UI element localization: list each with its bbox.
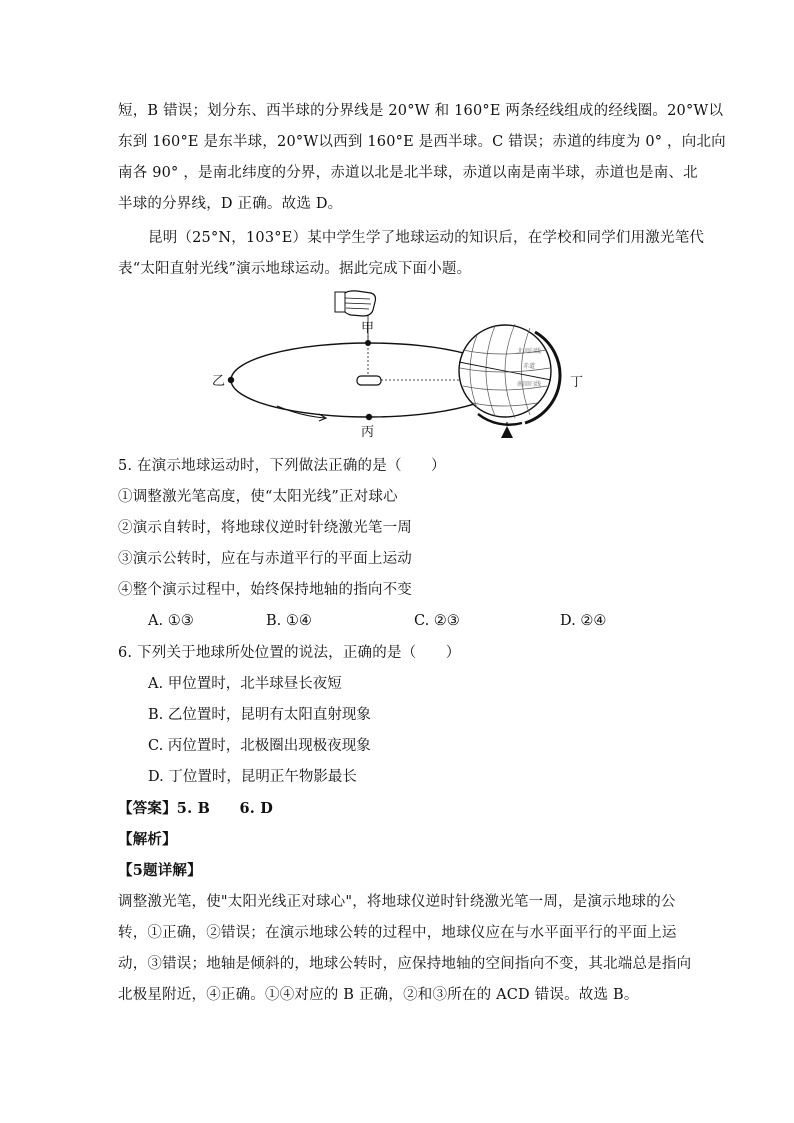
svg-text:北回归线: 北回归线	[517, 348, 542, 355]
q5-statement-3: ③演示公转时，应在与赤道平行的平面上运动	[118, 551, 412, 567]
q6-option-a: A. 甲位置时，北半球昼长夜短	[148, 676, 342, 692]
detail-line-3: 动，③错误；地轴是倾斜的，地球公转时，应保持地轴的空间指向不变，其北端总是指向	[118, 956, 692, 972]
q5-option-c: C. ②③	[414, 613, 460, 629]
context-line-2: 表“太阳直射光线”演示地球运动。据此完成下面小题。	[118, 261, 472, 277]
svg-text:南回归线: 南回归线	[517, 381, 542, 388]
hand-icon	[335, 291, 376, 316]
q6-option-d: D. 丁位置时，昆明正午物影最长	[148, 769, 357, 785]
analysis-heading: 【解析】	[118, 831, 177, 848]
detail-heading: 【5题详解】	[118, 862, 202, 879]
q6-option-b: B. 乙位置时，昆明有太阳直射现象	[148, 707, 371, 723]
label-jia: 甲	[361, 321, 375, 336]
globe-icon	[459, 324, 560, 425]
q5-option-a: A. ①③	[148, 613, 194, 629]
orbit-direction-arrow-icon	[277, 406, 326, 421]
answer-line: 【答案】5. B 6. D	[118, 800, 273, 817]
label-ding: 丁	[570, 375, 584, 390]
q5-statement-1: ①调整激光笔高度，使“太阳光线”正对球心	[118, 489, 398, 505]
q6-option-c: C. 丙位置时，北极圈出现极夜现象	[148, 738, 371, 754]
detail-line-1: 调整激光笔，使"太阳光线正对球心"，将地球仪逆时针绕激光笔一周，是演示地球的公	[118, 894, 676, 910]
label-bing: 丙	[361, 425, 375, 440]
intro-line-3: 南各 90° ，是南北纬度的分界，赤道以北是北半球，赤道以南是南半球，赤道也是南、北	[118, 165, 698, 181]
svg-text:赤道: 赤道	[523, 363, 536, 370]
intro-line-1: 短，B 错误；划分东、西半球的分界线是 20°W 和 160°E 两条经线组成的经线圈。20°W以	[118, 103, 724, 119]
orbit-diagram-svg	[195, 288, 615, 448]
detail-line-2: 转，①正确，②错误；在演示地球公转的过程中，地球仪应在与水平面平行的平面上运	[118, 925, 677, 941]
laser-pen-icon	[357, 376, 381, 385]
q5-statement-4: ④整个演示过程中，始终保持地轴的指向不变	[118, 582, 412, 598]
label-yi: 乙	[212, 374, 226, 389]
intro-line-4: 半球的分界线，D 正确。故选 D。	[118, 196, 343, 212]
position-yi-dot	[228, 377, 234, 383]
globe-stand-icon	[501, 426, 513, 438]
q5-option-d: D. ②④	[560, 613, 607, 629]
context-line-1: 昆明（25°N，103°E）某中学生学了地球运动的知识后，在学校和同学们用激光笔代	[148, 230, 705, 246]
detail-line-4: 北极星附近，④正确。①④对应的 B 正确，②和③所在的 ACD 错误。故选 B。	[118, 987, 639, 1003]
q5-option-b: B. ①④	[266, 613, 312, 629]
position-bing-dot	[366, 414, 372, 420]
q6-stem: 6. 下列关于地球所处位置的说法，正确的是（ ）	[118, 645, 461, 661]
position-jia-dot	[365, 340, 371, 346]
q5-statement-2: ②演示自转时，将地球仪逆时针绕激光笔一周	[118, 520, 412, 536]
q5-stem: 5. 在演示地球运动时，下列做法正确的是（ ）	[118, 458, 446, 474]
earth-orbit-diagram	[195, 288, 615, 448]
intro-line-2: 东到 160°E 是东半球，20°W以西到 160°E 是西半球。C 错误；赤道的纬度为 0° ，向北向	[118, 134, 726, 150]
